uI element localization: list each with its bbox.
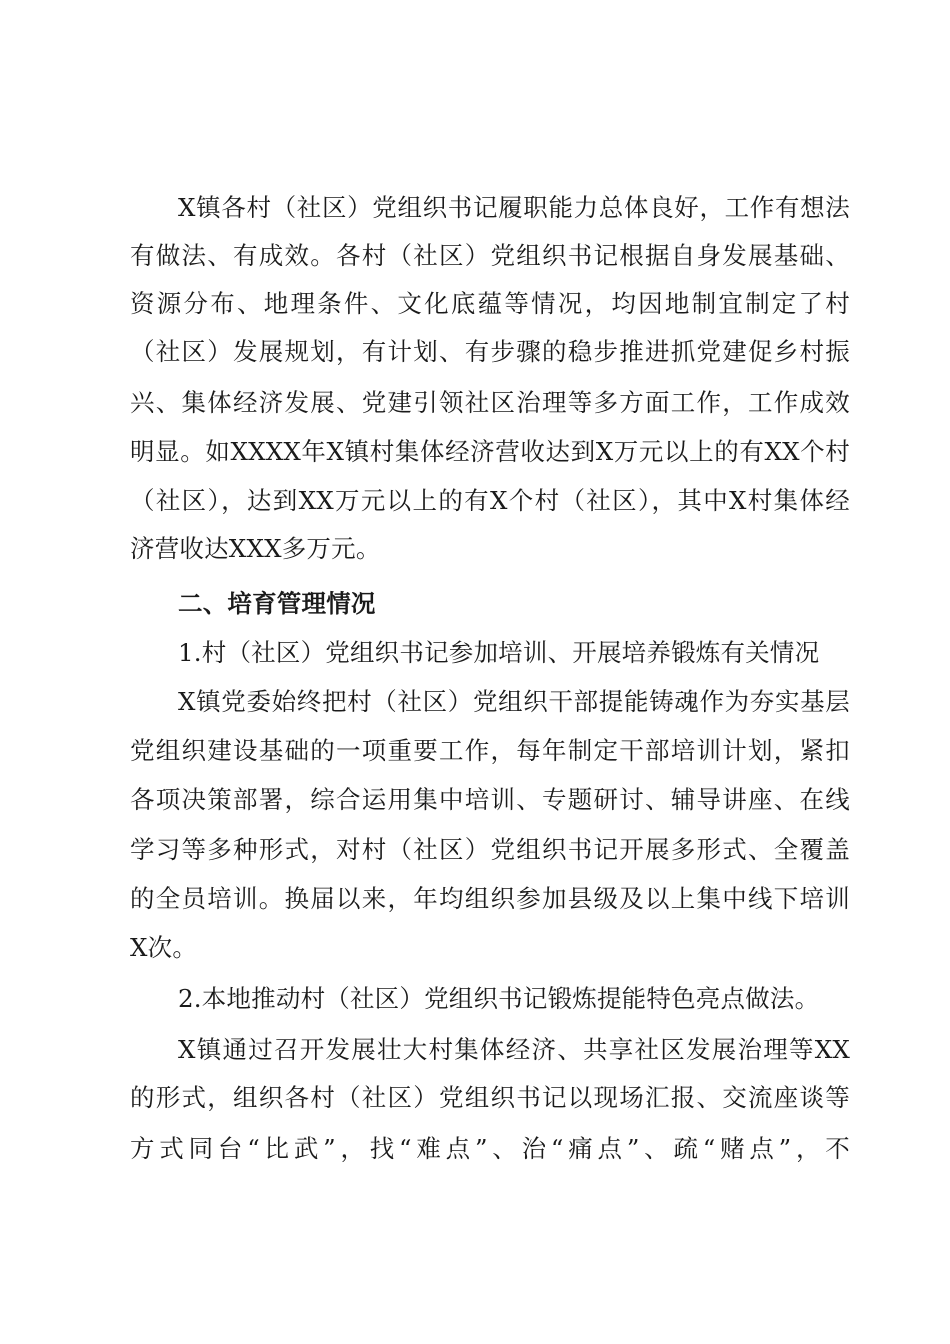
paragraph-2-line-2: 党组织建设基础的一项重要工作，每年制定干部培训计划，紧扣 bbox=[130, 736, 850, 765]
paragraph-2-line-5: 的全员培训。换届以来，年均组织参加县级及以上集中线下培训 bbox=[130, 884, 850, 913]
paragraph-2-line-4: 学习等多种形式，对村（社区）党组织书记开展多形式、全覆盖 bbox=[130, 835, 850, 864]
paragraph-3-line-1: X镇通过召开发展壮大村集体经济、共享社区发展治理等XX bbox=[178, 1035, 850, 1064]
paragraph-1-line-2: 有做法、有成效。各村（社区）党组织书记根据自身发展基础、 bbox=[130, 241, 850, 270]
paragraph-1-line-7: （社区），达到XX万元以上的有X个村（社区），其中X村集体经 bbox=[130, 486, 850, 515]
paragraph-1-line-5: 兴、集体经济发展、党建引领社区治理等多方面工作，工作成效 bbox=[130, 388, 850, 417]
paragraph-1-line-1: X镇各村（社区）党组织书记履职能力总体良好，工作有想法 bbox=[178, 193, 850, 222]
paragraph-2-line-6: X次。 bbox=[130, 933, 198, 962]
paragraph-2-line-3: 各项决策部署，综合运用集中培训、专题研讨、辅导讲座、在线 bbox=[130, 785, 850, 814]
paragraph-3-line-2: 的形式，组织各村（社区）党组织书记以现场汇报、交流座谈等 bbox=[130, 1083, 850, 1112]
paragraph-1-line-8: 济营收达XXX多万元。 bbox=[130, 534, 381, 563]
paragraph-1-line-6: 明显。如XXXX年X镇村集体经济营收达到X万元以上的有XX个村 bbox=[130, 437, 850, 466]
section-heading: 二、培育管理情况 bbox=[178, 589, 376, 618]
paragraph-3-line-3: 方式同台“比武”，找“难点”、治“痛点”、疏“赌点”，不 bbox=[130, 1134, 850, 1163]
paragraph-1-line-4: （社区）发展规划，有计划、有步骤的稳步推进抓党建促乡村振 bbox=[130, 337, 850, 366]
subheading-2: 2.本地推动村（社区）党组织书记锻炼提能特色亮点做法。 bbox=[178, 984, 820, 1013]
subheading-1: 1.村（社区）党组织书记参加培训、开展培养锻炼有关情况 bbox=[178, 638, 820, 667]
paragraph-1-line-3: 资源分布、地理条件、文化底蕴等情况，均因地制宜制定了村 bbox=[130, 289, 850, 318]
paragraph-2-line-1: X镇党委始终把村（社区）党组织干部提能铸魂作为夯实基层 bbox=[178, 687, 850, 716]
